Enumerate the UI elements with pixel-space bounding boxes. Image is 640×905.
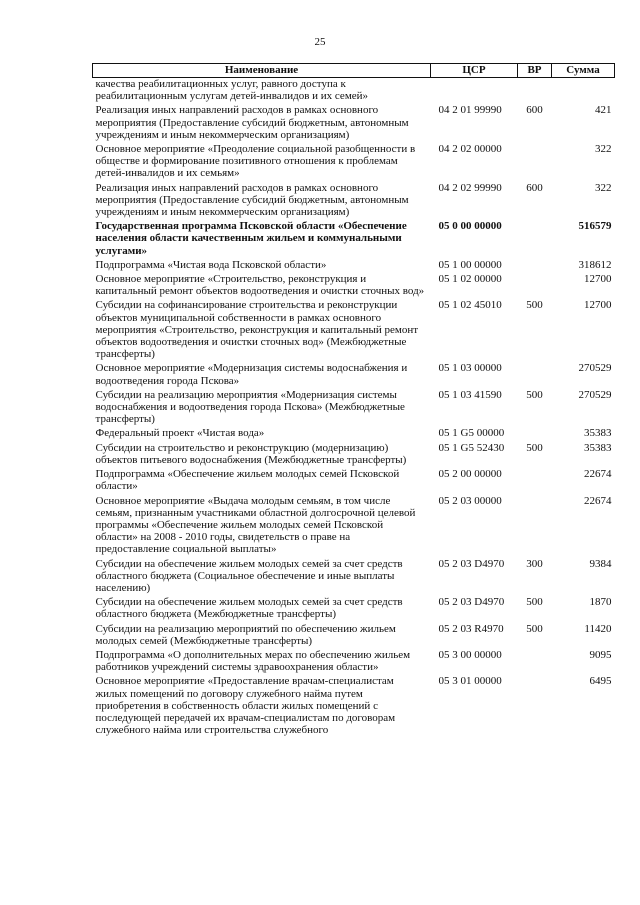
row-csr-cell: 05 2 03 R4970	[438, 622, 504, 635]
row-sum-cell: 12700	[584, 299, 612, 312]
table-row	[93, 180, 615, 219]
row-csr-cell: 05 1 03 41590	[438, 388, 502, 401]
row-sum-cell: 421	[595, 104, 612, 117]
row-csr-cell: 04 2 02 00000	[438, 143, 502, 156]
row-name-cell: Субсидии на строительство и реконструкцию (модернизацию) объектов питьевого водоснабжения (Межбюджетные трансферты)	[95, 441, 407, 466]
page-number: 25	[314, 36, 326, 48]
row-name-cell: Реализация иных направлений расходов в рамках основного мероприятия (Предоставление субсидий бюджетным, автономным учреждениям и иным некоммерческим организациям)	[95, 104, 409, 141]
table-row	[93, 297, 615, 360]
row-csr-cell: 04 2 02 99990	[438, 181, 502, 194]
row-csr-cell: 05 2 03 D4970	[438, 557, 505, 570]
row-sum-cell: 270529	[578, 362, 612, 375]
row-name-cell: Субсидии на реализацию мероприятия «Модернизация системы водоснабжения и водоотведения города Пскова» (Межбюджетные трансферты)	[95, 388, 405, 426]
row-name-cell: Подпрограмма «Чистая вода Псковской области»	[95, 258, 327, 271]
row-vr-cell	[518, 271, 552, 297]
table-row	[93, 78, 615, 103]
row-csr-cell: 04 2 01 99990	[438, 104, 502, 117]
row-vr-cell: 300	[526, 557, 543, 570]
row-sum-cell: 1870	[589, 596, 612, 609]
row-csr-cell: 05 2 03 D4970	[438, 596, 505, 609]
table-row	[93, 594, 615, 620]
row-vr-cell	[518, 647, 552, 673]
table-row	[93, 556, 615, 595]
row-csr-cell: 05 3 00 00000	[438, 648, 502, 661]
row-name-cell: Субсидии на реализацию мероприятий по обеспечению жильем молодых семей (Межбюджетные трансферты)	[95, 622, 396, 647]
row-name-cell: Основное мероприятие «Модернизация системы водоснабжения и водоотведения города Пскова»	[95, 362, 408, 387]
row-sum-cell: 12700	[584, 273, 612, 286]
row-name-cell: Основное мероприятие «Строительство, реконструкция и капитальный ремонт объектов водоотведения и очистки сточных вод»	[95, 273, 425, 298]
row-csr-cell: 05 1 02 00000	[438, 273, 502, 286]
row-name-cell: Подпрограмма «Обеспечение жильем молодых семей Псковской области»	[95, 468, 400, 493]
row-sum-cell: 6495	[589, 675, 612, 688]
row-sum-cell: 9384	[589, 557, 612, 570]
row-vr-cell	[518, 360, 552, 386]
row-csr-cell: 05 0 00 00000	[438, 220, 502, 233]
row-sum-cell: 322	[595, 181, 612, 194]
header-sum: Сумма	[552, 64, 615, 78]
row-vr-cell	[518, 78, 552, 103]
row-sum-cell: 318612	[578, 258, 612, 271]
row-vr-cell: 600	[526, 181, 543, 194]
header-csr: ЦСР	[431, 64, 518, 78]
row-sum-cell: 35383	[584, 427, 612, 440]
row-name-cell: Реализация иных направлений расходов в рамках основного мероприятия (Предоставление субсидий бюджетным, автономным учреждениям и иным некоммерческим организациям)	[95, 181, 409, 219]
row-name-cell: качества реабилитационных услуг, равного доступа к реабилитационным услугам детей-инвалидов и их семей»	[95, 78, 369, 103]
budget-table	[92, 63, 615, 736]
row-sum-cell: 322	[595, 143, 612, 156]
row-vr-cell	[518, 141, 552, 180]
row-csr-cell: 05 1 02 45010	[438, 299, 502, 312]
row-sum-cell: 22674	[584, 468, 612, 481]
row-sum-cell: 35383	[584, 441, 612, 454]
row-name-cell: Федеральный проект «Чистая вода»	[95, 427, 265, 440]
row-csr-cell: 05 3 01 00000	[438, 675, 502, 688]
row-name-cell: Основное мероприятие «Выдача молодым семьям, в том числе семьям, признанным участниками областной долгосрочной целевой программы «Обеспечение жильем молодых семей Псковской области» на 2008 - 2010 годы, свидетельств о праве на предоставление социальной выплаты»	[95, 494, 416, 556]
table-header-row	[93, 64, 615, 78]
budget-table-container	[92, 63, 614, 736]
row-csr-cell: 05 2 00 00000	[438, 468, 502, 481]
row-sum-cell	[552, 78, 615, 103]
row-vr-cell	[518, 673, 552, 736]
row-name-cell: Субсидии на обеспечение жильем молодых семей за счет средств областного бюджета (Межбюджетные трансферты)	[95, 596, 403, 621]
row-csr-cell: 05 1 G5 52430	[438, 441, 505, 454]
table-row	[93, 271, 615, 297]
table-row	[93, 360, 615, 386]
table-row	[93, 218, 615, 257]
header-vr: ВР	[518, 64, 552, 78]
row-vr-cell: 500	[526, 299, 543, 312]
table-row	[93, 621, 615, 647]
row-sum-cell: 270529	[578, 388, 612, 401]
row-vr-cell	[518, 493, 552, 556]
row-name-cell: Государственная программа Псковской области «Обеспечение населения области качественным жильем и коммунальными услугами»	[95, 220, 407, 257]
row-sum-cell: 9095	[589, 648, 612, 661]
row-vr-cell	[518, 425, 552, 439]
table-row	[93, 466, 615, 492]
table-row	[93, 647, 615, 673]
row-csr-cell: 05 1 G5 00000	[438, 427, 505, 440]
row-vr-cell	[518, 257, 552, 271]
row-vr-cell	[518, 218, 552, 257]
row-csr-cell: 05 1 03 00000	[438, 362, 502, 375]
table-body	[93, 78, 615, 737]
table-row	[93, 257, 615, 271]
row-name-cell: Субсидии на софинансирование строительства и реконструкции объектов муниципальной собственности в рамках основного мероприятия «Строительство, реконструкция и капитальный ремонт объектов водоотведения и очистки сточных вод» (Межбюджетные трансферты)	[95, 299, 419, 361]
row-vr-cell: 600	[526, 104, 543, 117]
table-row	[93, 673, 615, 736]
row-sum-cell: 22674	[584, 494, 612, 507]
row-name-cell: Подпрограмма «О дополнительных мерах по обеспечению жильем работников учреждений системы здравоохранения области»	[95, 648, 411, 674]
row-vr-cell: 500	[526, 441, 543, 454]
table-row	[93, 493, 615, 556]
table-row	[93, 141, 615, 180]
row-vr-cell: 500	[526, 388, 543, 401]
row-sum-cell: 11420	[584, 622, 612, 635]
table-row	[93, 102, 615, 141]
table-row	[93, 425, 615, 439]
row-name-cell: Основное мероприятие «Предоставление врачам-специалистам жилых помещений по договору служебного найма путем приобретения в собственность области жилых помещений с последующей передачей их врачам-специалистам по договорам служебного найма или строительства служебного	[95, 675, 396, 737]
row-vr-cell: 500	[526, 622, 543, 635]
row-csr-cell: 05 1 00 00000	[438, 258, 502, 271]
row-csr-cell: 05 2 03 00000	[438, 494, 502, 507]
row-sum-cell: 516579	[578, 220, 612, 233]
row-name-cell: Субсидии на обеспечение жильем молодых семей за счет средств областного бюджета (Социальное обеспечение и иные выплаты населению)	[95, 557, 403, 594]
header-name: Наименование	[93, 64, 431, 78]
row-vr-cell: 500	[526, 596, 543, 609]
row-name-cell: Основное мероприятие «Преодоление социальной разобщенности в обществе и формирование позитивного отношения к проблемам детей-инвалидов и их семьям»	[95, 143, 416, 180]
row-csr-cell	[431, 78, 518, 103]
table-row	[93, 387, 615, 426]
row-vr-cell	[518, 466, 552, 492]
table-row	[93, 440, 615, 466]
